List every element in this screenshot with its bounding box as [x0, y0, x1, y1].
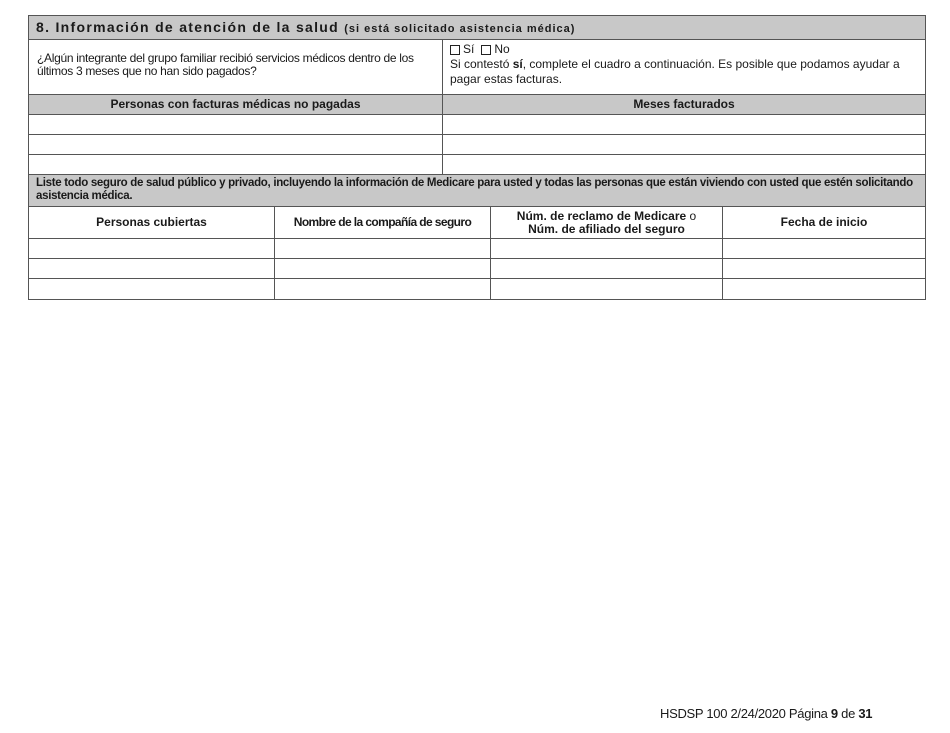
- insurance-company-header: Nombre de la compañía de seguro: [275, 207, 491, 238]
- months-input[interactable]: [443, 115, 925, 134]
- answer-instruction: Si contestó sí, complete el cuadro a continuación. Es posible que podamos ayudar a pagar estas facturas.: [450, 57, 900, 86]
- start-date-input[interactable]: [723, 239, 925, 258]
- yes-checkbox[interactable]: [450, 45, 460, 55]
- no-checkbox[interactable]: [481, 45, 491, 55]
- page-total: 31: [858, 706, 873, 721]
- claim-number-input[interactable]: [491, 279, 723, 299]
- insurance-instructions: Liste todo seguro de salud público y privado, incluyendo la información de Medicare para usted y todas las personas que están viviendo con usted que estén solicitando asistencia médica.: [36, 177, 913, 202]
- table-row: [29, 155, 925, 175]
- insurance-company-input[interactable]: [275, 239, 491, 258]
- yes-label: Sí: [463, 42, 475, 56]
- section-title: [29, 16, 925, 39]
- start-date-input[interactable]: [723, 279, 925, 299]
- unpaid-bills-persons-header: Personas con facturas médicas no pagadas: [29, 95, 443, 114]
- months-input[interactable]: [443, 155, 925, 174]
- page-number: 9: [830, 706, 838, 721]
- person-input[interactable]: [29, 155, 443, 174]
- section-subtitle: (si está solicitado asistencia médica): [344, 23, 576, 35]
- insurance-company-input[interactable]: [275, 259, 491, 278]
- health-care-info-form: [28, 15, 926, 300]
- covered-persons-header: Personas cubiertas: [29, 207, 275, 238]
- claim-number-input[interactable]: [491, 239, 723, 258]
- question-answer-area: [443, 40, 925, 94]
- covered-person-input[interactable]: [29, 239, 275, 258]
- no-label: No: [494, 42, 510, 56]
- section-title-text: 8. Información de atención de la salud: [36, 19, 340, 35]
- form-id: HSDSP 100 2/24/2020 Página: [660, 706, 828, 721]
- person-input[interactable]: [29, 135, 443, 154]
- start-date-input[interactable]: [723, 259, 925, 278]
- covered-person-input[interactable]: [29, 279, 275, 299]
- table-row: [29, 115, 925, 135]
- claim-number-header: Núm. de reclamo de Medicare o Núm. de afiliado del seguro: [491, 207, 723, 238]
- months-billed-header: Meses facturados: [633, 97, 735, 111]
- table-row: [29, 135, 925, 155]
- insurance-company-input[interactable]: [275, 279, 491, 299]
- page-footer: [660, 706, 872, 721]
- months-input[interactable]: [443, 135, 925, 154]
- start-date-header: Fecha de inicio: [780, 215, 868, 229]
- table-row: [29, 239, 925, 259]
- covered-person-input[interactable]: [29, 259, 275, 278]
- claim-number-input[interactable]: [491, 259, 723, 278]
- page-of: de: [841, 706, 856, 721]
- unpaid-medical-question: ¿Algún integrante del grupo familiar recibió servicios médicos dentro de los últimos 3 meses que no han sido pagados?: [29, 40, 443, 94]
- table-row: [29, 279, 925, 299]
- person-input[interactable]: [29, 115, 443, 134]
- table-row: [29, 259, 925, 279]
